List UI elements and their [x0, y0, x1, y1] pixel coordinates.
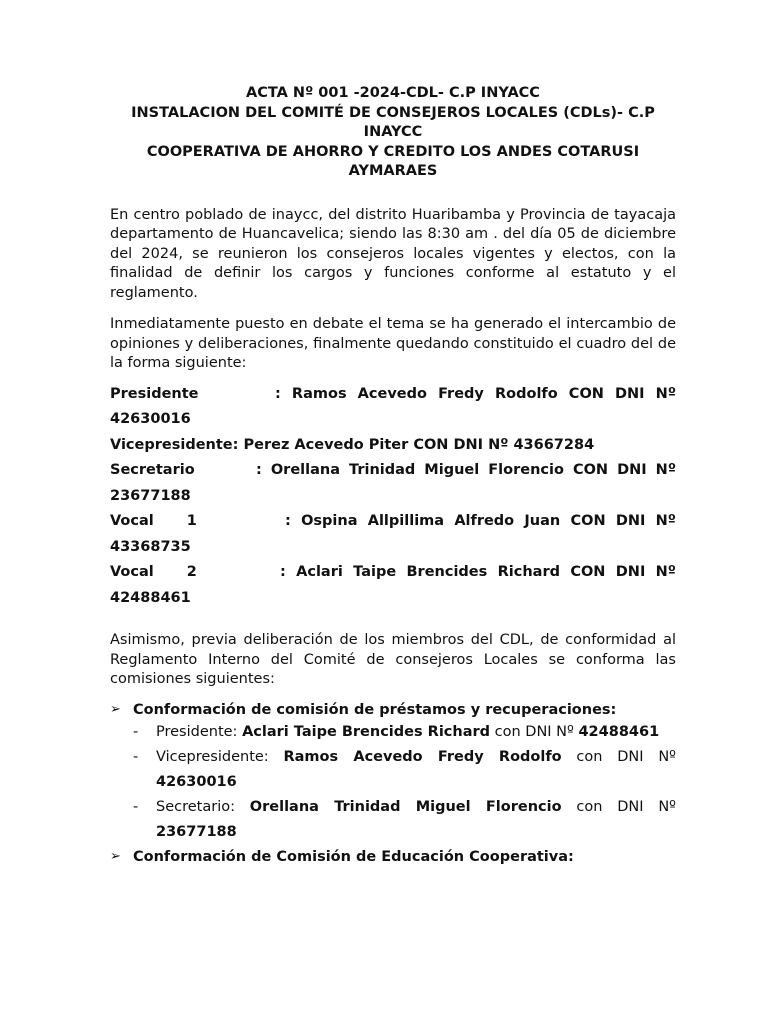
- dash-bullet-icon: -: [133, 748, 139, 765]
- commission-item: [110, 795, 676, 845]
- member-separator: :: [232, 436, 244, 453]
- item-name: Aclari Taipe Brencides Richard: [242, 723, 491, 740]
- member-separator: :: [285, 513, 302, 529]
- debate-paragraph: Inmediatamente puesto en debate el tema se ha generado el intercambio de opiniones y deliberaciones, finalmente quedando constituido el cuadro del de la forma siguiente:: [110, 316, 676, 371]
- item-role: Secretario:: [156, 798, 250, 815]
- dash-bullet-icon: -: [133, 723, 139, 740]
- commission-title-text: Conformación de comisión de préstamos y recuperaciones:: [133, 701, 617, 718]
- member-name: Ramos Acevedo Fredy Rodolfo CON DNI Nº 42630016: [110, 385, 676, 427]
- item-dni-label: con DNI Nº: [490, 723, 579, 740]
- member-role: Vicepresidente: [110, 436, 233, 453]
- item-dni: 42488461: [578, 723, 660, 740]
- member-name: Orellana Trinidad Miguel Florencio CON DNI Nº 23677188: [110, 462, 676, 504]
- item-dni-label: con DNI Nº: [561, 748, 677, 765]
- document-page: [110, 84, 676, 867]
- asimismo-paragraph: Asimismo, previa deliberación de los miembros del CDL, de conformidad al Reglamento Interno del Comité de consejeros Locales se conforma las comisiones siguientes:: [110, 632, 676, 687]
- member-role: Secretario: [110, 462, 195, 478]
- commission-title: [110, 847, 676, 867]
- commission-title-text: Conformación de Comisión de Educación Cooperativa:: [133, 848, 574, 865]
- dash-bullet-icon: -: [133, 798, 139, 815]
- item-dni-label: con DNI Nº: [561, 798, 676, 815]
- arrow-bullet-icon: ➢: [110, 701, 121, 717]
- member-vocal-1: [110, 509, 676, 560]
- member-separator: :: [256, 462, 271, 478]
- member-separator: :: [275, 385, 292, 402]
- member-vocal-2: [110, 560, 676, 611]
- member-separator: :: [280, 564, 297, 580]
- member-presidente: [110, 382, 676, 433]
- commission-educacion: [110, 847, 676, 867]
- item-dni: 42630016: [156, 773, 237, 790]
- member-vicepresidente: [110, 433, 676, 459]
- member-name: Ospina Allpillima Alfredo Juan CON DNI Nº 43368735: [110, 513, 676, 555]
- item-role: Vicepresidente:: [156, 748, 284, 765]
- item-name: Ramos Acevedo Fredy Rodolfo: [283, 748, 562, 765]
- item-name: Orellana Trinidad Miguel Florencio: [249, 798, 562, 815]
- member-role: Vocal 1: [110, 513, 197, 529]
- member-role: Vocal 2: [110, 564, 197, 580]
- item-role: Presidente:: [156, 723, 243, 740]
- member-name: Aclari Taipe Brencides Richard CON DNI Nº 42488461: [110, 564, 676, 606]
- acta-subtitle: INSTALACION DEL COMITÉ DE CONSEJEROS LOCALES (CDLs)- C.P INAYCC: [131, 104, 655, 140]
- cooperative-name: COOPERATIVA DE AHORRO Y CREDITO LOS ANDES COTARUSI AYMARAES: [146, 143, 640, 179]
- member-role: Presidente: [110, 385, 199, 402]
- item-dni: 23677188: [156, 823, 237, 840]
- commission-prestamos: [110, 700, 676, 845]
- members-list: [110, 382, 676, 612]
- commission-item: [110, 745, 676, 795]
- commission-title: [110, 700, 676, 720]
- acta-title: ACTA Nº 001 -2024-CDL- C.P INYACC: [246, 85, 540, 101]
- member-name: Perez Acevedo Piter CON DNI Nº 43667284: [243, 436, 595, 453]
- member-secretario: [110, 458, 676, 509]
- arrow-bullet-icon: ➢: [110, 848, 121, 864]
- commission-item: [110, 720, 676, 745]
- intro-paragraph: En centro poblado de inaycc, del distrito Huaribamba y Provincia de tayacaja departamento de Huancavelica; siendo las 8:30 am . del día 05 de diciembre del 2024, se reunieron los consejeros locales vigentes y electos, con la finalidad de definir los cargos y funciones conforme al estatuto y el reglamento.: [110, 206, 676, 301]
